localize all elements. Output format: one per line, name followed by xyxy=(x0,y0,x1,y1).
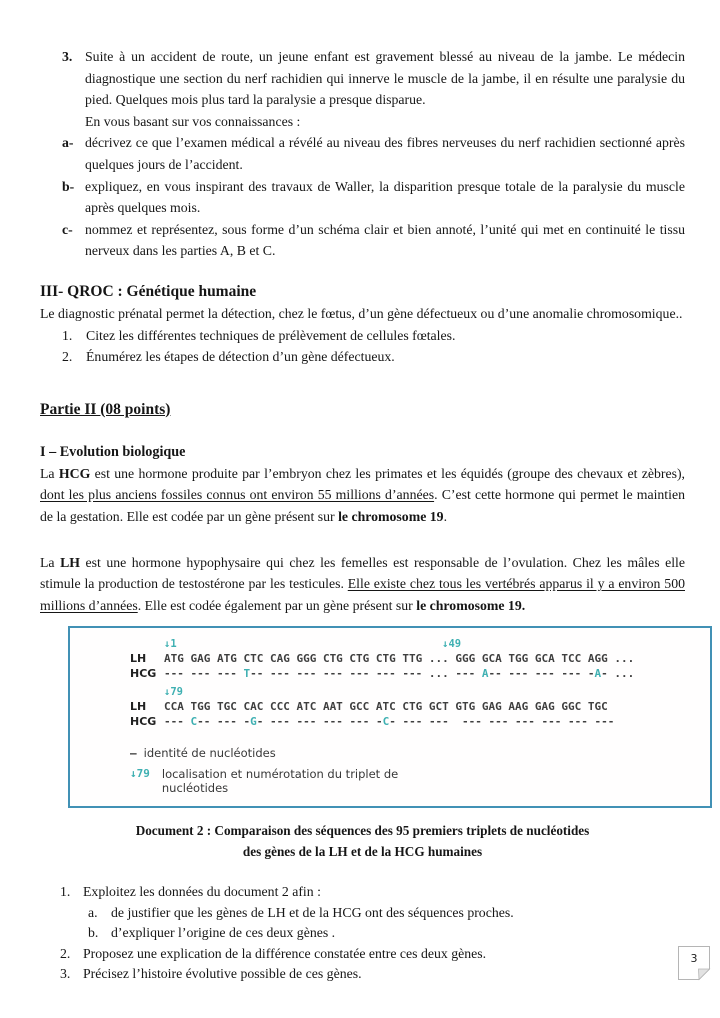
question-number: 2. xyxy=(60,945,71,961)
partie2-heading: Partie II (08 points) xyxy=(40,400,171,418)
list-number: 1. xyxy=(62,327,73,343)
question-text: Précisez l’histoire évolutive possible de ces gènes. xyxy=(83,966,362,982)
question-number: 3. xyxy=(60,966,71,982)
figure-caption xyxy=(40,821,685,862)
page-number-badge xyxy=(677,945,711,981)
question-text: Exploitez les données du document 2 afin : xyxy=(83,884,321,900)
legend-identity-text: identité de nucléotides xyxy=(143,746,276,761)
legend-identity xyxy=(130,746,710,761)
hcg-seq-text: --- C-- --- -G- --- --- --- --- -C- --- --- --- --- --- --- --- --- xyxy=(164,715,615,729)
question-1 xyxy=(60,882,685,903)
question-1a xyxy=(88,903,685,924)
legend-localisation-text: localisation et numérotation du triplet de nucléotides xyxy=(161,767,399,796)
item-3-lead: En vous basant sur vos connaissances : xyxy=(85,113,301,129)
hcg-sequence-row1 xyxy=(130,666,710,681)
page-number: 3 xyxy=(690,952,698,965)
triplet-marker-row2: ↓79 xyxy=(164,686,183,699)
caption-line2: des gènes de la LH et de la HCG humaines xyxy=(242,843,483,859)
question-1b xyxy=(88,923,685,944)
subitem-text: décrivez ce que l’examen médical a révélé au niveau des fibres nerveuses du nerf rachidien sectionné après quelques jours de l’accident. xyxy=(85,135,685,172)
dash-symbol: – xyxy=(130,747,137,761)
question-text: Proposez une explication de la différence constatée entre ces deux gènes. xyxy=(83,945,487,961)
arrow-number-symbol: ↓79 xyxy=(130,767,150,781)
qroc-item-2 xyxy=(62,346,685,368)
list-text: Énumérez les étapes de détection d’un gène défectueux. xyxy=(86,349,395,365)
subitem-b xyxy=(62,176,685,219)
list-number: 2. xyxy=(62,349,73,365)
hcg-sequence-row2 xyxy=(130,714,710,729)
subitem-c xyxy=(62,219,685,262)
triplet-markers-row1: ↓1 ↓49 xyxy=(164,638,462,651)
lh-sequence-row1 xyxy=(130,651,710,666)
subitem-letter: b- xyxy=(62,178,75,194)
lh-seq-text: ATG GAG ATG CTC CAG GGG CTG CTG CTG TTG ... GGG GCA TGG GCA TCC AGG ... xyxy=(164,652,635,666)
hcg-label: HCG xyxy=(130,667,157,681)
question-text: de justifier que les gènes de LH et de la HCG ont des séquences proches. xyxy=(111,904,514,920)
hcg-paragraph: La HCG est une hormone produite par l’embryon chez les primates et les équidés (groupe des chevaux et zèbres), dont les plus anciens fossiles connus ont environ 55 millions d’années. C’est cette hormone qui permet le maintien de la gestation. Elle est codée par un gène présent sur le chromosome 19. xyxy=(40,465,686,524)
hcg-seq-text: --- --- --- T-- --- --- --- --- --- --- ... --- A-- --- --- --- -A- ... xyxy=(164,667,635,681)
question-letter: a. xyxy=(88,904,98,920)
page-content xyxy=(40,46,685,985)
item-number: 3. xyxy=(62,49,73,64)
question-text: d’expliquer l’origine de ces deux gènes . xyxy=(111,925,336,941)
lh-paragraph: La LH est une hormone hypophysaire qui chez les femelles est responsable de l’ovulation. Chez les mâles elle stimule la production de testostérone par les testicules. Elle existe chez tous les vertébrés apparus il y a environ 500 millions d’années. Elle est codée également par un gène présent sur le chromosome 19. xyxy=(40,554,685,613)
exercise-item-3 xyxy=(62,46,685,132)
subitem-text: nommez et représentez, sous forme d’un schéma clair et bien annoté, l’unité qui met en continuité le tissu nerveux dans les parties A, B et C. xyxy=(85,221,685,259)
question-2 xyxy=(60,944,685,965)
item-body xyxy=(85,46,685,132)
subitem-letter: a- xyxy=(62,135,74,151)
qroc-item-1 xyxy=(62,325,685,347)
item-3-text: Suite à un accident de route, un jeune enfant est gravement blessé au niveau de la jambe. Le médecin diagnostique une section du nerf rachidien qui innerve le muscle de la jambe, il en résulte une paralysie du pied. Quelques mois plus tard la paralysie a presque disparue. xyxy=(85,49,685,108)
subitem-letter: c- xyxy=(62,221,73,237)
caption-line1: Document 2 : Comparaison des séquences des 95 premiers triplets de nucléotides xyxy=(135,823,590,839)
lh-sequence-row2 xyxy=(130,699,710,714)
qroc-intro: Le diagnostic prénatal permet la détection, chez le fœtus, d’un gène défectueux ou d’une anomalie chromosomique.. xyxy=(40,305,683,321)
document2-figure xyxy=(68,626,712,808)
question-number: 1. xyxy=(60,884,71,900)
lh-seq-text: CCA TGG TGC CAC CCC ATC AAT GCC ATC CTG GCT GTG GAG AAG GAG GGC TGC xyxy=(164,700,608,714)
subitem-text: expliquez, en vous inspirant des travaux de Waller, la disparition presque totale de la paralysie du muscle après quelques mois. xyxy=(85,178,685,216)
hcg-label: HCG xyxy=(130,715,157,729)
questions-list xyxy=(40,882,685,985)
qroc-heading: III- QROC : Génétique humaine xyxy=(40,282,257,300)
figure-legend xyxy=(130,746,710,795)
subitem-a xyxy=(62,132,685,175)
question-letter: b. xyxy=(88,925,99,941)
list-text: Citez les différentes techniques de prélèvement de cellules fœtales. xyxy=(86,327,456,343)
question-3 xyxy=(60,964,685,985)
evolution-heading: I – Evolution biologique xyxy=(40,443,186,460)
lh-label: LH xyxy=(130,700,147,714)
lh-label: LH xyxy=(130,652,147,666)
legend-localisation xyxy=(130,767,710,795)
